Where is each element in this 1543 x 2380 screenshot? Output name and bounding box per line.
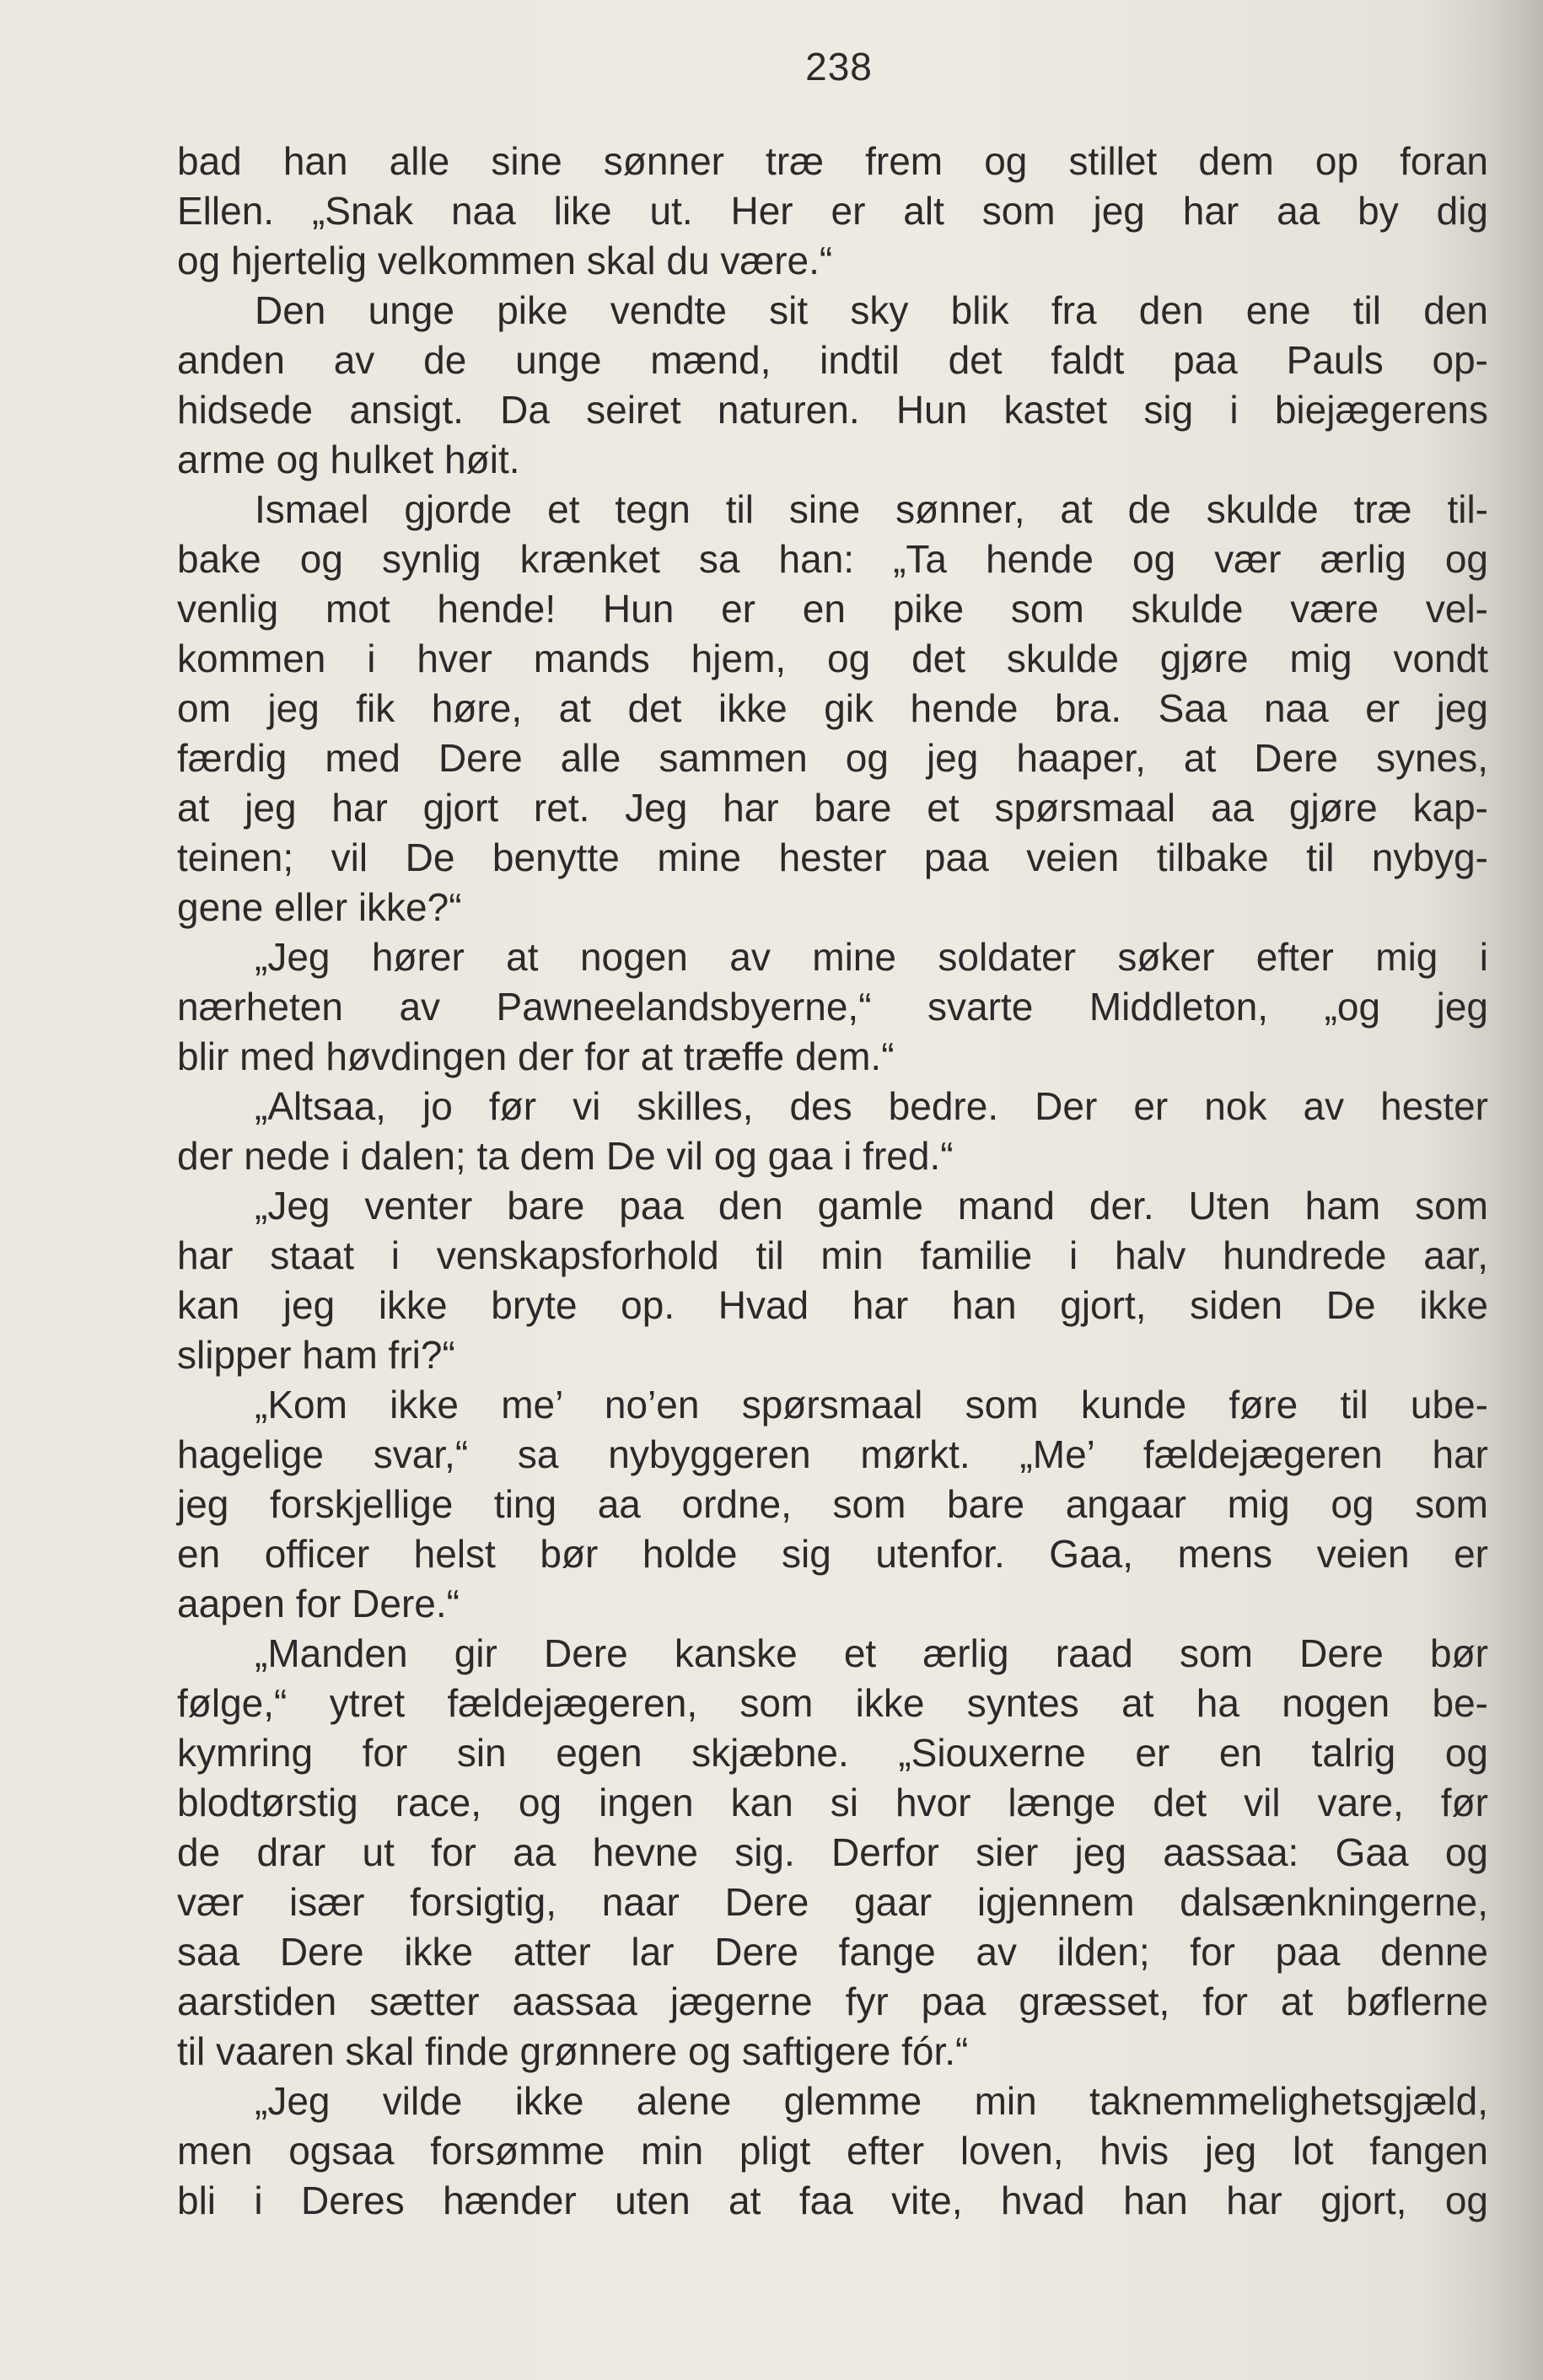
text-line: aapen for Dere.“ [177, 1582, 460, 1625]
page-number: 238 [805, 45, 873, 89]
text-line: kan jeg ikke bryte op. Hvad har han gjort, siden De ikke [177, 1283, 1488, 1327]
body-text [177, 137, 1488, 2226]
text-line: bad han alle sine sønner træ frem og stillet dem op foran [177, 139, 1488, 183]
text-line: „Jeg vilde ikke alene glemme min taknemmelighetsgjæld, [255, 2079, 1488, 2123]
text-line: jeg forskjellige ting aa ordne, som bare angaar mig og som [177, 1482, 1488, 1526]
text-line: der nede i dalen; ta dem De vil og gaa i fred.“ [177, 1134, 954, 1178]
text-line: hagelige svar,“ sa nybyggeren mørkt. „Me’ fældejægeren har [177, 1432, 1488, 1476]
text-line: og hjertelig velkommen skal du være.“ [177, 239, 833, 282]
text-line: følge,“ ytret fældejægeren, som ikke syntes at ha nogen be- [177, 1681, 1488, 1725]
text-line: teinen; vil De benytte mine hester paa veien tilbake til nybyg- [177, 835, 1488, 879]
text-line: bli i Deres hænder uten at faa vite, hvad han har gjort, og [177, 2179, 1488, 2222]
text-line: Den unge pike vendte sit sky blik fra den ene til den [255, 288, 1488, 332]
text-line: „Manden gir Dere kanske et ærlig raad som Dere bør [255, 1631, 1488, 1675]
text-line: bake og synlig krænket sa han: „Ta hende og vær ærlig og [177, 537, 1488, 581]
text-line: Ismael gjorde et tegn til sine sønner, at de skulde træ til- [255, 487, 1488, 531]
text-line: en officer helst bør holde sig utenfor. Gaa, mens veien er [177, 1532, 1488, 1576]
text-line: arme og hulket høit. [177, 438, 520, 481]
text-line: kommen i hver mands hjem, og det skulde gjøre mig vondt [177, 637, 1488, 680]
text-line: hidsede ansigt. Da seiret naturen. Hun kastet sig i biejægerens [177, 388, 1488, 432]
text-line: til vaaren skal finde grønnere og saftigere fór.“ [177, 2029, 969, 2073]
text-line: Ellen. „Snak naa like ut. Her er alt som jeg har aa by dig [177, 189, 1488, 233]
text-line: „Jeg hører at nogen av mine soldater søker efter mig i [255, 935, 1488, 979]
text-line: har staat i venskapsforhold til min familie i halv hundrede aar, [177, 1233, 1488, 1277]
text-line: „Kom ikke me’ no’en spørsmaal som kunde føre til ube- [255, 1383, 1488, 1426]
text-line: „Jeg venter bare paa den gamle mand der. Uten ham som [255, 1184, 1488, 1228]
text-line: saa Dere ikke atter lar Dere fange av ilden; for paa denne [177, 1930, 1488, 1974]
text-line: blir med høvdingen der for at træffe dem.“ [177, 1034, 895, 1078]
text-line: „Altsaa, jo før vi skilles, des bedre. Der er nok av hester [255, 1084, 1488, 1128]
text-line: om jeg fik høre, at det ikke gik hende bra. Saa naa er jeg [177, 686, 1488, 730]
text-line: færdig med Dere alle sammen og jeg haaper, at Dere synes, [177, 736, 1488, 780]
text-line: men ogsaa forsømme min pligt efter loven, hvis jeg lot fangen [177, 2129, 1488, 2173]
text-line: slipper ham fri?“ [177, 1333, 455, 1377]
text-line: kymring for sin egen skjæbne. „Siouxerne er en talrig og [177, 1731, 1488, 1775]
text-line: nærheten av Pawneelandsbyerne,“ svarte Middleton, „og jeg [177, 985, 1488, 1029]
text-line: blodtørstig race, og ingen kan si hvor længe det vil vare, før [177, 1781, 1488, 1824]
text-line: aarstiden sætter aassaa jægerne fyr paa græsset, for at bøflerne [177, 1980, 1488, 2023]
text-line: de drar ut for aa hevne sig. Derfor sier jeg aassaa: Gaa og [177, 1830, 1488, 1874]
text-line: gene eller ikke?“ [177, 885, 462, 929]
text-line: anden av de unge mænd, indtil det faldt paa Pauls op- [177, 338, 1488, 382]
text-line: vær især forsigtig, naar Dere gaar igjennem dalsænkningerne, [177, 1880, 1488, 1924]
text-line: at jeg har gjort ret. Jeg har bare et spørsmaal aa gjøre kap- [177, 786, 1488, 830]
text-line: venlig mot hende! Hun er en pike som skulde være vel- [177, 587, 1488, 631]
